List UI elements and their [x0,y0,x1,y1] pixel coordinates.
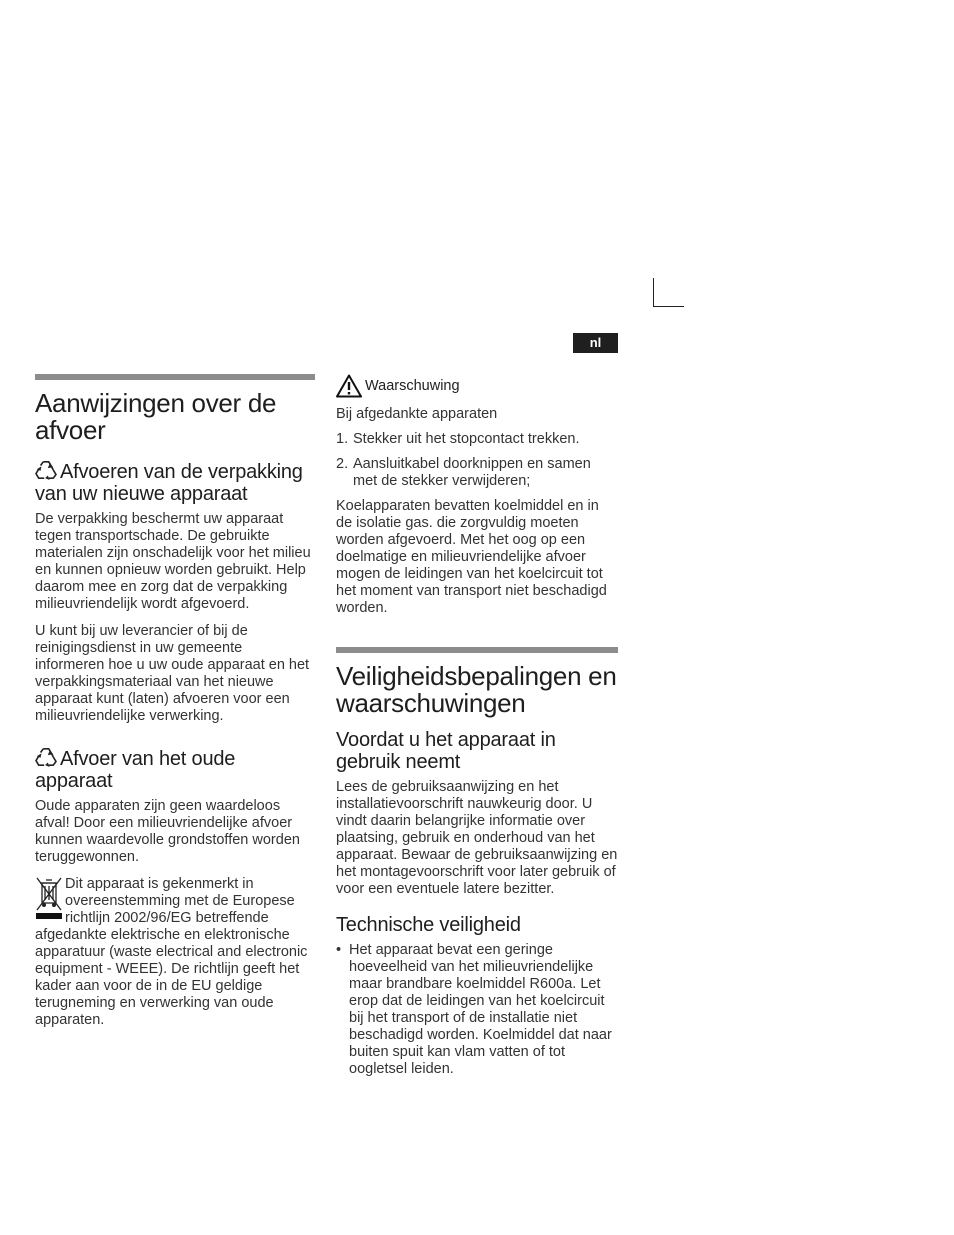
warning-step: 2. Aansluitkabel doorknippen en samen met de stekker verwijderen; [336,456,591,489]
paragraph-packaging-2: U kunt bij uw leverancier of bij de reinigingsdienst in uw gemeente informeren hoe u uw oude apparaat en het verpakkingsmateriaal van het nieuwe apparaat kunt (laten) afvoeren voor een milieuvriendelijke verwerking. [35,623,310,724]
heading-technical-safety: Technische veiligheid [336,914,521,936]
list-item: • Het apparaat bevat een geringe hoeveelheid van het milieuvriendelijke maar brandbare koelmiddel R600a. Let erop dat de leidingen van het koelcircuit bij het transport of de installatie niet beschadigd worden. Koelmiddel dat naar buiten spuit kan vlam vatten of tot oogletsel leiden. [336,942,612,1077]
paragraph-before-use: Lees de gebruiksaanwijzing en het installatievoorschrift nauwkeurig door. U vindt daarin belangrijke informatie over plaatsing, gebruik en onderhoud van het apparaat. Bewaar de gebruiksaanwijzing en het montagevoorschrift voor later gebruik of voor een eventuele latere bezitter. [336,779,618,897]
heading-old-appliance-text: Afvoer van het oude apparaat [35,748,236,792]
warning-intro: Bij afgedankte apparaten [336,406,498,422]
paragraph-old-appliance: Oude apparaten zijn geen waardeloos afval! Door een milieuvriendelijke afvoer kunnen waardevolle grondstoffen worden teruggewonnen. [35,798,300,865]
weee-text: Dit apparaat is gekenmerkt in overeenstemming met de Europese richtlijn 2002/96/EG betreffende afgedankte elektrische en elektronische apparatuur (waste electrical and electronic equipment - WEEE). De richtlijn geeft het kader aan voor de in de EU geldige terugneming en verwerking van oude apparaten. [35,876,308,1028]
heading-packaging-text: Afvoeren van de verpakking van uw nieuwe apparaat [35,461,303,505]
warning-step: 1. Stekker uit het stopcontact trekken. [336,431,580,447]
section-rule [336,647,618,653]
warning-header [336,372,618,400]
recycle-icon [35,460,57,480]
warning-label: Waarschuwing [365,378,460,394]
section-rule [35,374,315,380]
heading-old-appliance [35,747,315,792]
weee-notice [35,876,315,1029]
crop-mark [653,278,684,307]
warning-paragraph: Koelapparaten bevatten koelmiddel en in de isolatie gas. die zorgvuldig moeten worden afgevoerd. Met het oog op een doelmatige en milieuvriendelijke afvoer mogen de leidingen van het koelcircuit tot het moment van transport niet beschadigd worden. [336,498,607,616]
warning-steps [336,431,618,490]
recycle-icon [35,747,57,767]
right-column [336,372,618,1078]
technical-safety-list [336,942,618,1078]
left-column [35,374,315,1029]
heading-packaging [35,460,315,505]
language-tab: nl [573,333,618,353]
page-title-safety: Veiligheidsbepalingen en waarschuwingen [336,661,617,718]
heading-before-use: Voordat u het apparaat in gebruik neemt [336,729,556,773]
crossed-out-wheelie-bin-icon [35,876,63,922]
page-title-disposal: Aanwijzingen over de afvoer [35,388,277,445]
warning-triangle-icon [336,374,362,398]
paragraph-packaging-1: De verpakking beschermt uw apparaat tegen transportschade. De gebruikte materialen zijn onschadelijk voor het milieu en kunnen opnieuw worden gebruikt. Help daarom mee en zorg dat de verpakking milieuvriendelijk wordt afgevoerd. [35,511,311,612]
